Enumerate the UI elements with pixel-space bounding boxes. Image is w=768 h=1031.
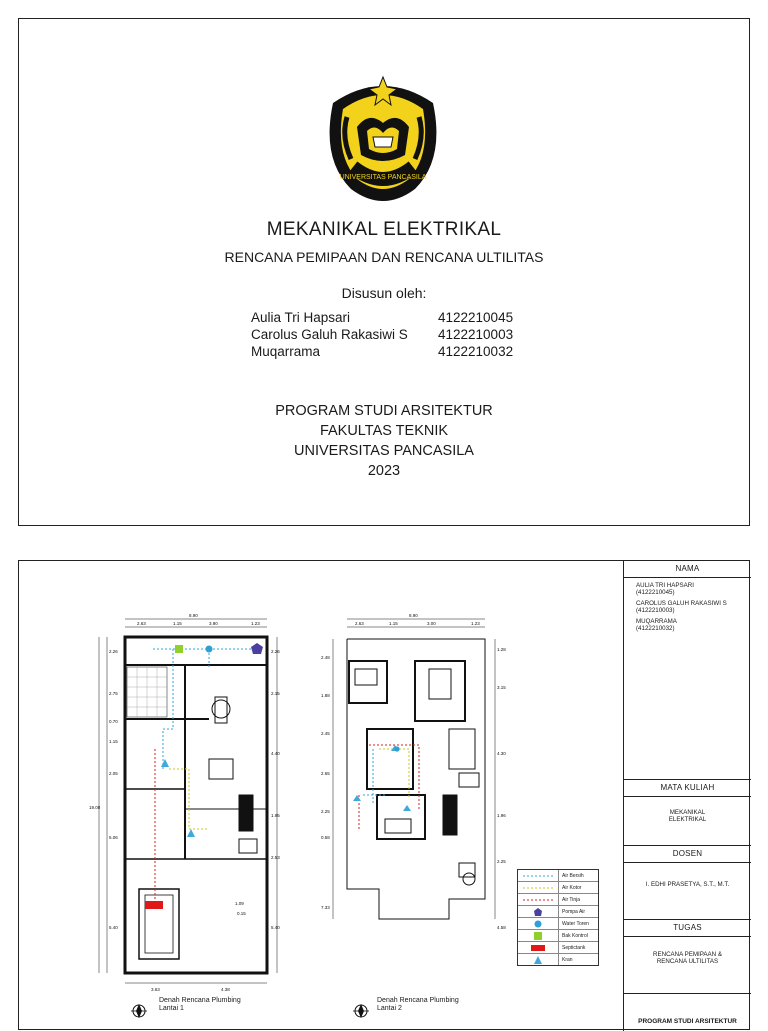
dim-label: 3.15 xyxy=(497,685,506,690)
legend-row xyxy=(518,894,598,906)
dim-label: 1.09 xyxy=(235,901,244,906)
dim-label: 2.45 xyxy=(321,731,330,736)
legend-label: Kran xyxy=(562,956,573,963)
author-id: 4122210045 xyxy=(438,310,514,325)
circle-icon xyxy=(533,919,543,929)
legend-label: Bak Kontrol xyxy=(562,932,588,939)
footer-program: PROGRAM STUDI ARSITEKTUR xyxy=(638,1018,737,1025)
floor-plan-2 xyxy=(319,609,509,999)
year: 2023 xyxy=(367,463,401,479)
legend-label: Water Toren xyxy=(562,920,589,927)
legend-label: Air Bersih xyxy=(562,872,584,879)
dim-label: 7.33 xyxy=(321,905,330,910)
dashed-line-icon xyxy=(523,898,553,902)
name-line: (4122210032) xyxy=(636,625,675,633)
program-name: PROGRAM STUDI ARSITEKTUR xyxy=(275,403,493,419)
footer-section xyxy=(624,993,751,1031)
plan2-caption xyxy=(377,997,459,1013)
legend-row xyxy=(518,930,598,942)
dosen-value: I. EDHI PRASETYA, S.T., M.T. xyxy=(645,881,730,888)
dim-label: 2.75 xyxy=(109,691,118,696)
dim-label: 3.63 xyxy=(151,987,160,992)
name-line: (4122210003) xyxy=(636,607,675,615)
dim-label: 1.15 xyxy=(109,739,118,744)
tugas-value xyxy=(624,937,751,966)
task-line: RENCANA ULTILITAS xyxy=(656,958,719,966)
dim-label: 3.00 xyxy=(427,621,436,626)
cover-title: MEKANIKAL ELEKTRIKAL xyxy=(266,219,502,240)
dosen-section xyxy=(624,845,751,919)
author-name: Carolus Galuh Rakasiwi S xyxy=(251,327,408,342)
rectangle-icon xyxy=(530,943,546,953)
dim-label: 8.90 xyxy=(409,613,418,618)
north-arrow-icon xyxy=(131,1003,147,1019)
dim-label: 4.40 xyxy=(271,751,280,756)
cover-subtitle: RENCANA PEMIPAAN DAN RENCANA ULTILITAS xyxy=(224,249,544,265)
square-icon xyxy=(533,931,543,941)
dim-label: 1.23 xyxy=(251,621,260,626)
plan2-caption-floor: Lantai 2 xyxy=(377,1005,402,1012)
author-name: Aulia Tri Hapsari xyxy=(251,310,351,325)
author-id: 4122210032 xyxy=(438,344,514,359)
legend-row xyxy=(518,954,598,965)
prepared-by-label: Disusun oleh: xyxy=(341,285,427,301)
legend-row xyxy=(518,942,598,954)
author-name: Muqarrama xyxy=(251,344,321,359)
nama-header: NAMA xyxy=(624,561,751,578)
dim-label: 2.63 xyxy=(355,621,364,626)
legend-row xyxy=(518,882,598,894)
author-id: 4122210003 xyxy=(438,327,514,342)
university-logo xyxy=(317,67,449,217)
tugas-section xyxy=(624,919,751,993)
legend-label: Septictank xyxy=(562,944,586,951)
plan1-caption-floor: Lantai 1 xyxy=(159,1005,184,1012)
task-line: RENCANA PEMIPAAN & xyxy=(653,951,722,958)
drawing-sheet xyxy=(18,560,750,1030)
dim-label: 1.95 xyxy=(271,813,280,818)
mata-kuliah-section xyxy=(624,779,751,845)
plan1-caption xyxy=(159,997,241,1013)
course-line: MEKANIKAL xyxy=(669,809,706,816)
dim-label: 1.23 xyxy=(471,621,480,626)
dim-label: 2.26 xyxy=(109,649,118,654)
faculty-name: FAKULTAS TEKNIK xyxy=(319,423,449,439)
author-row xyxy=(251,309,513,326)
dim-label: 1.15 xyxy=(173,621,182,626)
dim-label: 1.88 xyxy=(321,693,330,698)
north-arrow-icon xyxy=(353,1003,369,1019)
dim-label: 1.28 xyxy=(497,647,506,652)
dim-label: 5.40 xyxy=(271,925,280,930)
legend-label: Pompa Air xyxy=(562,908,586,915)
dim-label: 2.25 xyxy=(497,859,506,864)
legend-row xyxy=(518,870,598,882)
dim-label: 1.96 xyxy=(497,813,506,818)
dim-label: 5.40 xyxy=(109,925,118,930)
legend-row xyxy=(518,918,598,930)
cover-page xyxy=(18,18,750,526)
name-line: CAROLUS GALUH RAKASIWI S xyxy=(636,599,727,607)
dim-label: 1.15 xyxy=(389,621,398,626)
dim-label: 0.58 xyxy=(321,835,330,840)
triangle-icon xyxy=(533,955,543,965)
names-list xyxy=(624,578,751,632)
legend-table xyxy=(517,869,599,966)
dosen-header: DOSEN xyxy=(624,846,751,863)
dim-label: 4.58 xyxy=(497,925,506,930)
title-block xyxy=(623,561,751,1031)
legend-label: Air Kotor xyxy=(562,884,582,891)
name-line: MUQARRAMA xyxy=(636,617,677,625)
dim-label: 2.26 xyxy=(271,649,280,654)
logo-text: UNIVERSITAS PANCASILA xyxy=(339,174,427,181)
name-line: (4122210045) xyxy=(636,589,675,597)
dim-label: 19.00 xyxy=(89,805,101,810)
dim-label: 2.63 xyxy=(137,621,146,626)
dim-label: 2.25 xyxy=(321,809,330,814)
dim-label: 2.48 xyxy=(321,655,330,660)
dim-label: 2.05 xyxy=(109,771,118,776)
institution-block xyxy=(19,401,749,481)
plan2-caption-title: Denah Rencana Plumbing xyxy=(377,997,459,1004)
dim-label: 2.65 xyxy=(321,771,330,776)
dim-label: 8.90 xyxy=(189,613,198,618)
name-line: AULIA TRI HAPSARI xyxy=(636,582,694,589)
dim-label: 0.15 xyxy=(237,911,246,916)
dim-label: 2.15 xyxy=(271,691,280,696)
plan1-caption-title: Denah Rencana Plumbing xyxy=(159,997,241,1004)
dim-label: 4.30 xyxy=(497,751,506,756)
course-line: ELEKTRIKAL xyxy=(668,816,707,824)
dim-label: 4.38 xyxy=(221,987,230,992)
dashed-line-icon xyxy=(523,886,553,890)
legend-label: Air Tinja xyxy=(562,896,581,903)
pentagon-icon xyxy=(533,907,543,917)
author-row xyxy=(251,326,513,343)
author-list xyxy=(251,309,513,360)
tugas-header: TUGAS xyxy=(624,920,751,937)
legend-row xyxy=(518,906,598,918)
author-row xyxy=(251,343,513,360)
nama-section xyxy=(624,561,751,779)
dashed-line-icon xyxy=(523,874,553,878)
floor-plan-1 xyxy=(89,609,289,999)
dim-label: 0.70 xyxy=(109,719,118,724)
university-name: UNIVERSITAS PANCASILA xyxy=(294,443,474,459)
dim-label: 3.90 xyxy=(209,621,218,626)
dim-label: 2.53 xyxy=(271,855,280,860)
mata-kuliah-header: MATA KULIAH xyxy=(624,780,751,797)
mata-kuliah-value xyxy=(624,797,751,824)
dim-label: 5.06 xyxy=(109,835,118,840)
